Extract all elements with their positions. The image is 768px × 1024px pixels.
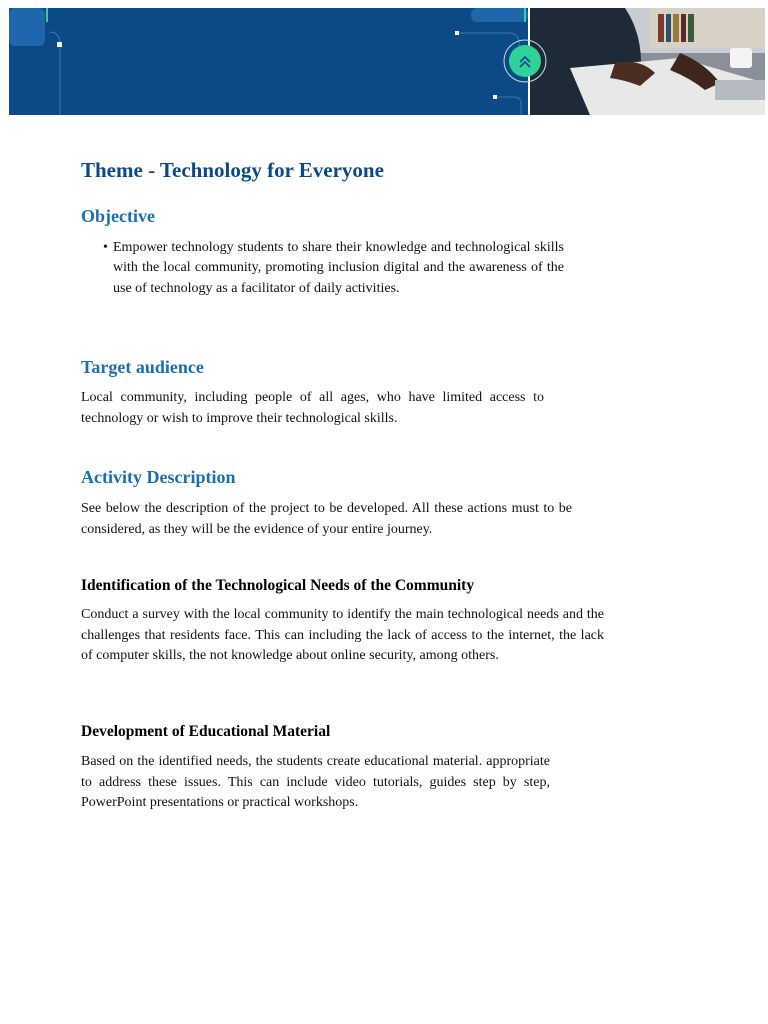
activity-description-heading: Activity Description	[81, 467, 236, 487]
material-heading: Development of Educational Material	[81, 723, 331, 740]
objective-bullet	[103, 238, 564, 299]
banner-circuit-graphic	[9, 8, 528, 115]
needs-text: Conduct a survey with the local community to identify the main technological needs and the challenges that residents face. This can including the lack of access to the internet, the lack of computer skills, the not knowledge about online security, among others.	[81, 607, 604, 664]
target-audience-text: Local community, including people of all ages, who have limited access to technology or wish to improve their technological skills.	[81, 390, 544, 426]
needs-heading: Identification of the Technological Needs of the Community	[81, 577, 475, 594]
objective-heading: Objective	[81, 206, 155, 226]
photo-illustration	[530, 8, 765, 115]
scroll-up-button[interactable]	[502, 38, 548, 84]
target-audience-heading: Target audience	[81, 357, 204, 377]
activity-description-text: See below the description of the project to be developed. All these actions must to be considered, as they will be the evidence of your entire journey.	[81, 501, 572, 537]
bullet-icon: •	[103, 240, 108, 255]
page-title: Theme - Technology for Everyone	[81, 158, 384, 182]
objective-bullet-text: Empower technology students to share their knowledge and technological skills with the local community, promoting inclusion digital and the awareness of the use of technology as a facilitator of daily activities.	[113, 240, 564, 296]
header-banner	[9, 8, 765, 115]
banner-blue-panel	[9, 8, 528, 115]
material-text: Based on the identified needs, the students create educational material. appropriate to address these issues. This can include video tutorials, guides step by step, PowerPoint presentations or practical workshops.	[81, 754, 550, 811]
banner-photo-person-writing	[530, 8, 765, 115]
